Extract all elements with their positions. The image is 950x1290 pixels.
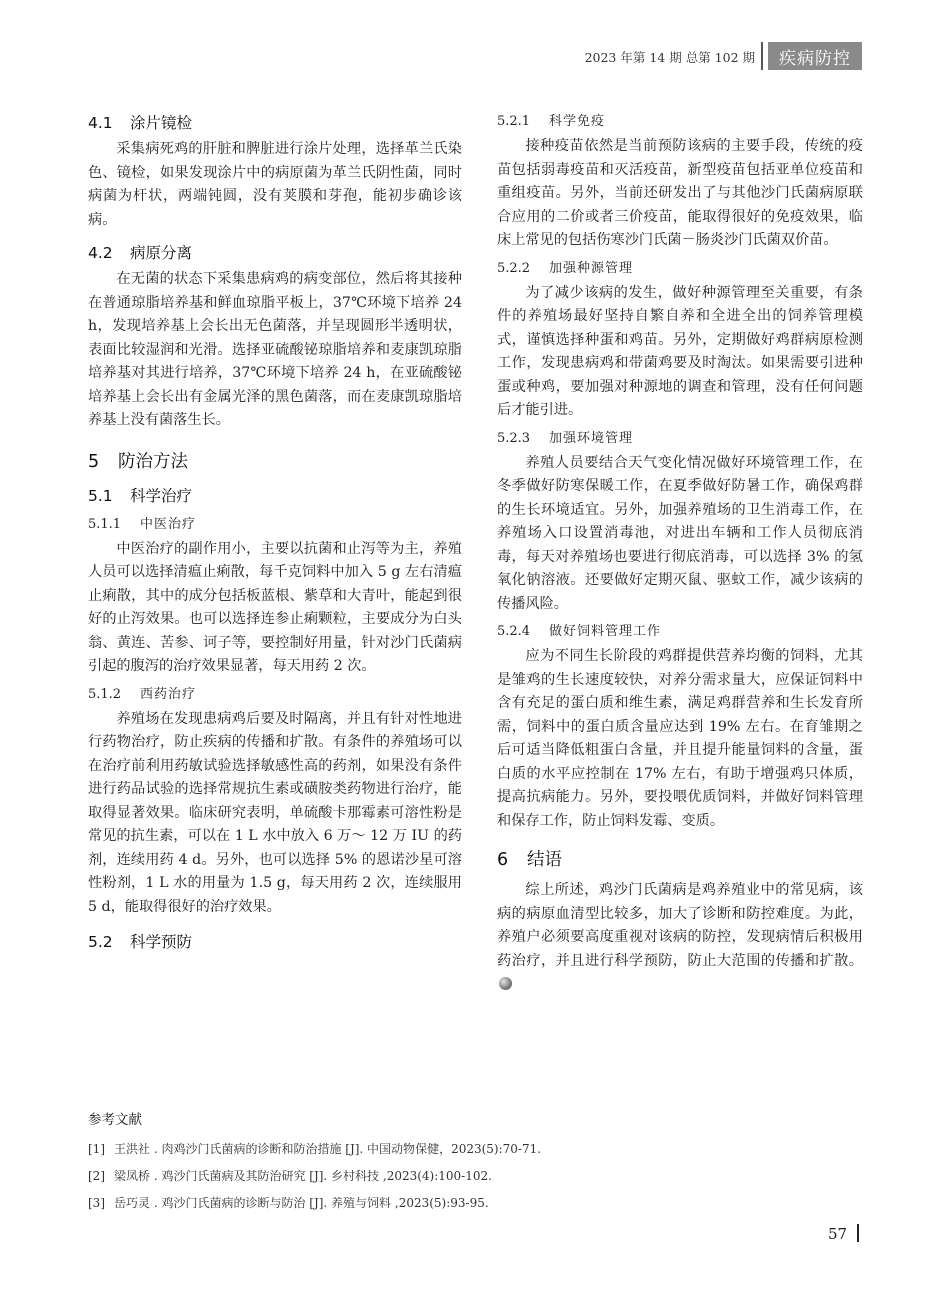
reference-text: 岳巧灵 . 鸡沙门氏菌病的诊断与防治 [J]. 养殖与饲料 ,2023(5):93-95. — [114, 1196, 489, 1210]
paragraph-environment: 养殖人员要结合天气变化情况做好环境管理工作，在冬季做好防寒保暖工作，在夏季做好防暑工作，确保鸡群的生长环境适宜。另外，加强养殖场的卫生消毒工作，在养殖场入口设置消毒池，对进出车辆和工作人员彻底消毒，每天对养殖场也要进行彻底消毒，可以选择 3% 的氢氧化钠溶液。还要做好定期灭鼠、驱蚊工作，减少该病的传播风险。 — [497, 454, 863, 612]
references — [88, 1108, 868, 1217]
left-column — [88, 108, 462, 957]
paragraph-pathogen-isolation: 在无菌的状态下采集患病鸡的病变部位，然后将其接种在普通琼脂培养基和鲜血琼脂平板上，37℃环境下培养 24 h，发现培养基上会长出无色菌落，并呈现圆形半透明状，表面比较湿润和光滑。选择亚硫酸铋琼脂培养和麦康凯琼脂培养基对其进行培养，37℃环境下培养 24 h，在亚硫酸铋培养基上会长出有金属光泽的黑色菌落，而在麦康凯琼脂培养基上没有菌落生长。 — [88, 271, 462, 428]
reference-number: [1] — [88, 1142, 105, 1156]
paragraph-conclusion — [497, 879, 863, 997]
subsection-title: 科学免疫 — [549, 114, 606, 129]
section-tab: 疾病防控 — [768, 42, 862, 70]
references-title: 参考文献 — [88, 1112, 142, 1128]
conclusion-text: 综上所述，鸡沙门氏菌病是鸡养殖业中的常见病，该病的病原血清型比较多，加大了诊断和防控难度。为此，养殖户必须要高度重视对该病的防控，发现病情后积极用药治疗，并且进行科学预防，防止大范围的传播和扩散。 — [497, 882, 863, 969]
reference-item — [88, 1190, 868, 1217]
section-heading-4-2 — [88, 238, 462, 268]
issue-info: 2023 年第 14 期 总第 102 期 — [584, 50, 755, 65]
section-heading-4-1 — [88, 108, 462, 138]
subsection-title: 西药治疗 — [140, 686, 197, 702]
subsection-heading-5-2-2 — [497, 255, 863, 282]
paragraph-breeding-source: 为了减少该病的发生，做好种源管理至关重要，有条件的养殖场最好坚持自繁自养和全进全出的饲养管理模式，谨慎选择种蛋和鸡苗。另外，定期做好鸡群病原检测工作，发现患病鸡和带菌鸡要及时淘汰。如果需要引进种蛋或种鸡，要加强对种源地的调查和管理，没有任何问题后才能引进。 — [497, 284, 863, 418]
subsection-number: 5.2.3 — [497, 430, 531, 446]
subsection-title: 加强种源管理 — [549, 260, 634, 276]
subsection-number: 5.1.1 — [88, 516, 122, 532]
paragraph-immunization: 接种疫苗依然是当前预防该病的主要手段，传统的疫苗包括弱毒疫苗和灭活疫苗，新型疫苗包括亚单位疫苗和重组疫苗。另外，当前还研发出了与其他沙门氏菌病原联合应用的二价或者三价疫苗，能取得很好的免疫效果，临床上常见的包括伤寒沙门氏菌－肠炎沙门氏菌双价苗。 — [497, 138, 863, 248]
right-column — [497, 108, 863, 997]
chapter-number: 6 — [497, 850, 509, 870]
chapter-number: 5 — [88, 451, 100, 472]
subsection-heading-5-2-1 — [497, 108, 863, 135]
paragraph-western-treatment: 养殖场在发现患病鸡后要及时隔离，并且有针对性地进行药物治疗，防止疾病的传播和扩散。有条件的养殖场可以在治疗前利用药敏试验选择敏感性高的药剂，如果没有条件进行药品试验的选择常规抗生素或磺胺类药物进行治疗，能取得显著效果。临床研究表明，单硫酸卡那霉素可溶性粉是常见的抗生素，可以在 1 L 水中放入 6 万～ 12 万 IU 的药剂，连续用药 4 d。另外，也可以选择 5% 的恩诺沙星可溶性粉剂，1 L 水的用量为 1.5 g，每天用药 2 次，连续服用 5 d，能取得很好的治疗效果。 — [88, 710, 462, 915]
section-heading-5-1 — [88, 481, 462, 511]
section-number: 5.2 — [88, 933, 113, 951]
subsection-title: 中医治疗 — [140, 516, 197, 532]
section-title: 科学治疗 — [130, 486, 193, 505]
section-heading-5-2 — [88, 927, 462, 957]
section-number: 4.1 — [88, 114, 113, 132]
journal-logo-icon — [499, 977, 512, 990]
subsection-title: 加强环境管理 — [549, 430, 634, 446]
reference-number: [3] — [88, 1196, 105, 1210]
chapter-title: 结语 — [527, 850, 562, 870]
reference-text: 王洪社 . 肉鸡沙门氏菌病的诊断和防治措施 [J]. 中国动物保健，2023(5):70-71. — [114, 1142, 542, 1156]
subsection-heading-5-2-3 — [497, 425, 863, 452]
reference-item — [88, 1136, 868, 1163]
section-title: 科学预防 — [130, 933, 193, 951]
section-title: 涂片镜检 — [130, 114, 193, 132]
chapter-heading-5 — [88, 443, 462, 481]
reference-item — [88, 1163, 868, 1190]
subsection-heading-5-1-1 — [88, 511, 462, 538]
paragraph-smear-exam: 采集病死鸡的肝脏和脾脏进行涂片处理，选择革兰氏染色、镜检，如果发现涂片中的病原菌为革兰氏阴性菌，同时病菌为杆状，两端钝圆，没有荚膜和芽孢，能初步确诊该病。 — [88, 141, 462, 228]
section-title: 病原分离 — [130, 244, 193, 262]
paragraph-feed-management: 应为不同生长阶段的鸡群提供营养均衡的饲料，尤其是雏鸡的生长速度较快，对养分需求量大，应保证饲料中含有充足的蛋白质和维生素，满足鸡群营养和生长发育所需，饲料中的蛋白质含量应达到 19% 左右。在育雏期之后可适当降低粗蛋白含量，并且提升能量饲料的含量，蛋白质的水平应控制在 17% 左右，有助于增强鸡只体质，提高抗病能力。另外，要投喂优质饲料，并做好饲料管理和保存工作，防止饲料发霉、变质。 — [497, 648, 863, 829]
header-divider — [761, 42, 763, 70]
reference-text: 梁凤桥 . 鸡沙门氏菌病及其防治研究 [J]. 乡村科技 ,2023(4):100-102. — [114, 1169, 492, 1183]
subsection-heading-5-1-2 — [88, 681, 462, 708]
chapter-heading-6 — [497, 841, 863, 879]
subsection-heading-5-2-4 — [497, 618, 863, 645]
page-number: 57 — [828, 1225, 848, 1243]
subsection-number: 5.2.2 — [497, 260, 531, 276]
subsection-title: 做好饲料管理工作 — [549, 624, 662, 639]
section-number: 4.2 — [88, 244, 113, 262]
reference-number: [2] — [88, 1169, 105, 1183]
page-number-bar — [857, 1224, 859, 1242]
subsection-number: 5.2.1 — [497, 114, 531, 129]
subsection-number: 5.1.2 — [88, 686, 122, 702]
subsection-number: 5.2.4 — [497, 624, 531, 639]
chapter-title: 防治方法 — [118, 451, 188, 472]
paragraph-tcm-treatment: 中医治疗的副作用小，主要以抗菌和止泻等为主，养殖人员可以选择清瘟止痢散，每千克饲料中加入 5 g 左右清瘟止痢散，其中的成分包括板蓝根、紫草和大青叶，能起到很好的止泻效果。也可以选择连参止痢颗粒，主要成分为白头翁、黄连、苦参、诃子等，要控制好用量，针对沙门氏菌病引起的腹泻的治疗效果显著，每天用药 2 次。 — [88, 540, 462, 674]
section-number: 5.1 — [88, 486, 113, 505]
